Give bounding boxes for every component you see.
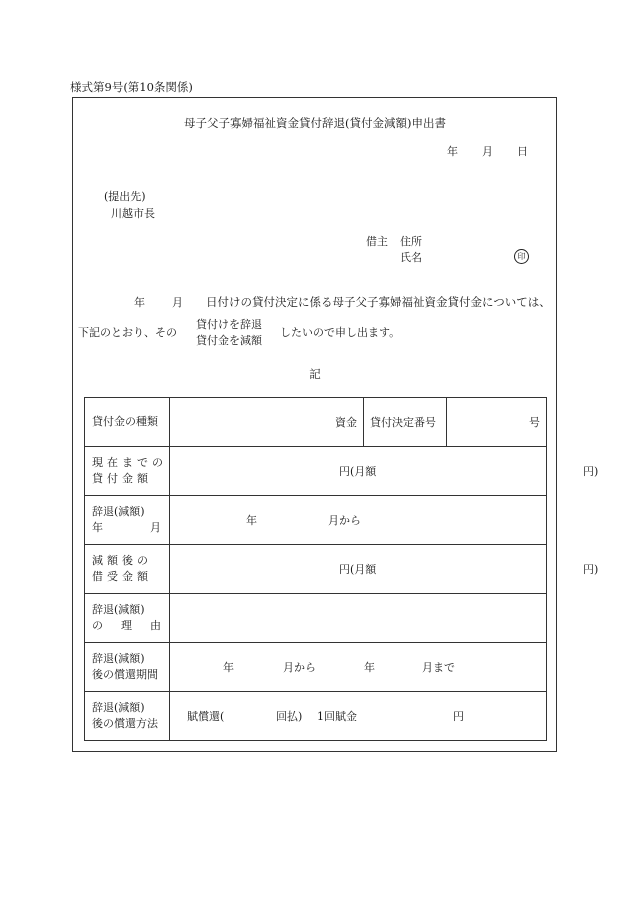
recipient-name: 川越市長 — [111, 207, 155, 220]
row-decline-date — [85, 496, 547, 545]
paragraph-line1: 日付けの貸付決定に係る母子父子寡婦福祉資金貸付金については、 — [206, 295, 551, 309]
label-repayment-period: 辞退(減額) 後の償還期間 — [85, 643, 170, 692]
recipient-label: (提出先) — [104, 190, 146, 203]
decision-number-field — [447, 398, 547, 447]
decline-date-field: 年 月から — [170, 496, 547, 545]
loan-type-field — [170, 398, 364, 447]
fund-unit: 資金 — [335, 416, 357, 429]
decision-year-label: 年 — [134, 296, 145, 309]
label-decision-number: 貸付決定番号 — [364, 398, 447, 447]
form-number-label: 様式第9号(第10条関係) — [70, 80, 193, 94]
seal-mark: 印 — [514, 249, 529, 264]
name-label: 氏名 — [400, 251, 422, 264]
reduced-amount-field: 円(月額 円) — [170, 545, 547, 594]
row-repayment-method — [85, 692, 547, 741]
row-repayment-period — [85, 643, 547, 692]
date-day: 日 — [517, 145, 528, 158]
borrower-label: 借主 — [366, 235, 388, 248]
yen-close: 円) — [583, 465, 599, 478]
label-loan-type: 貸付金の種類 — [85, 398, 170, 447]
row-reason — [85, 594, 547, 643]
repayment-method-field: 賦償還( 回払) 1回賦金 円 — [170, 692, 547, 741]
row-reduced-amount — [85, 545, 547, 594]
details-table — [84, 397, 599, 741]
document-title: 母子父子寡婦福祉資金貸付辞退(貸付金減額)申出書 — [184, 116, 446, 130]
option-decline: 貸付けを辞退 — [196, 318, 262, 331]
reason-field — [170, 594, 547, 643]
option-reduce: 貸付金を減額 — [196, 334, 262, 347]
decision-month-label: 月 — [172, 296, 183, 309]
row-loan-type — [85, 398, 547, 447]
row-current-amount — [85, 447, 547, 496]
repayment-period-field: 年 月から 年 月まで — [170, 643, 547, 692]
date-month: 月 — [482, 145, 493, 158]
paragraph-line2-suffix: したいので申し出ます。 — [280, 326, 401, 339]
ki-heading: 記 — [309, 367, 321, 381]
label-reason: 辞退(減額) の 理 由 — [85, 594, 170, 643]
number-unit: 号 — [529, 416, 540, 429]
label-decline-date: 辞退(減額) 年 月 — [85, 496, 170, 545]
date-year: 年 — [447, 145, 458, 158]
yen-monthly: 円(月額 — [339, 465, 377, 478]
label-current-amount: 現在までの 貸付金額 — [85, 447, 170, 496]
paragraph-line2-prefix: 下記のとおり、その — [78, 326, 177, 339]
address-label: 住所 — [400, 235, 422, 248]
current-amount-field — [170, 447, 599, 496]
label-reduced-amount: 減額後の 借受金額 — [85, 545, 170, 594]
label-repayment-method: 辞退(減額) 後の償還方法 — [85, 692, 170, 741]
